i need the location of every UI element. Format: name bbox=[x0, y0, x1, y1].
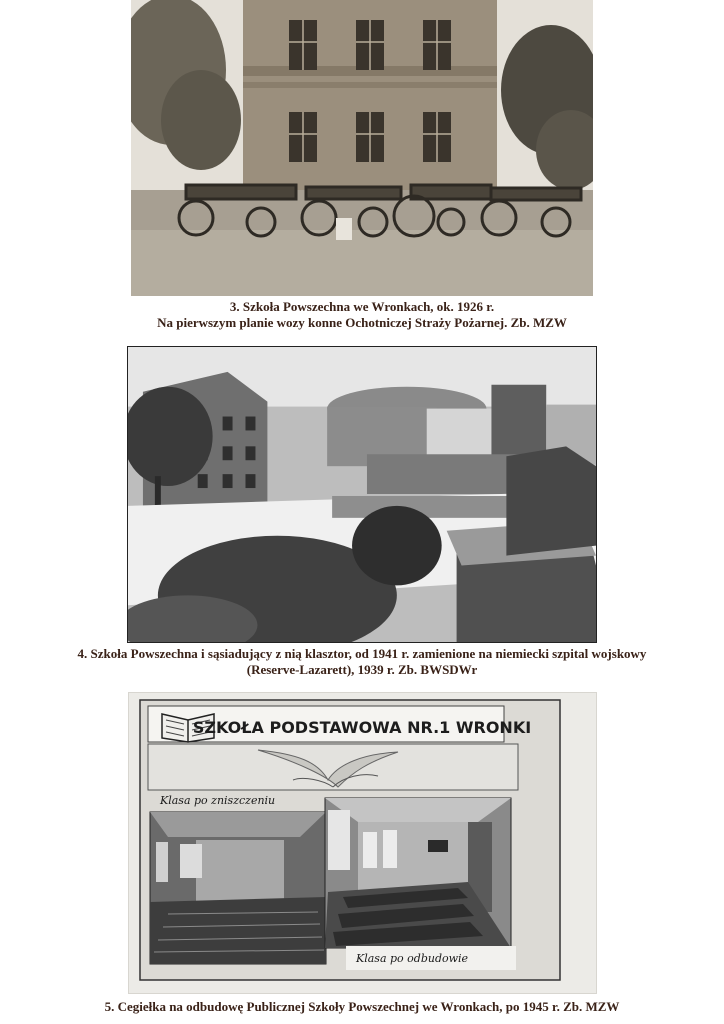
card-title: SZKOŁA PODSTAWOWA NR.1 WRONKI bbox=[192, 718, 532, 737]
donation-card bbox=[128, 692, 597, 994]
figure-3-caption-line1: 3. Szkoła Powszechna we Wronkach, ok. 1926 r. bbox=[229, 299, 495, 314]
figure-4-caption bbox=[0, 646, 724, 678]
figure-5-caption-line1: 5. Cegiełka na odbudowę Publicznej Szkoły Powszechnej we Wronkach, po 1945 r. Zb. MZW bbox=[104, 999, 620, 1014]
figure-3-caption bbox=[0, 299, 724, 331]
photo-school-1926 bbox=[131, 0, 593, 296]
figure-3-caption-line2: Na pierwszym planie wozy konne Ochotniczej Straży Pożarnej. Zb. MZW bbox=[157, 315, 567, 330]
label-class-after: Klasa po odbudowie bbox=[356, 952, 469, 965]
figure-4-caption-line2: (Reserve-Lazarett), 1939 r. Zb. BWSDWr bbox=[246, 662, 478, 677]
label-class-before: Klasa po zniszczeniu bbox=[160, 794, 276, 807]
figure-5-caption bbox=[0, 999, 724, 1015]
photo-school-monastery-1939 bbox=[127, 346, 597, 643]
figure-4-caption-line1: 4. Szkoła Powszechna i sąsiadujący z nią klasztor, od 1941 r. zamienione na niemiecki szpital wojskowy bbox=[77, 646, 647, 661]
